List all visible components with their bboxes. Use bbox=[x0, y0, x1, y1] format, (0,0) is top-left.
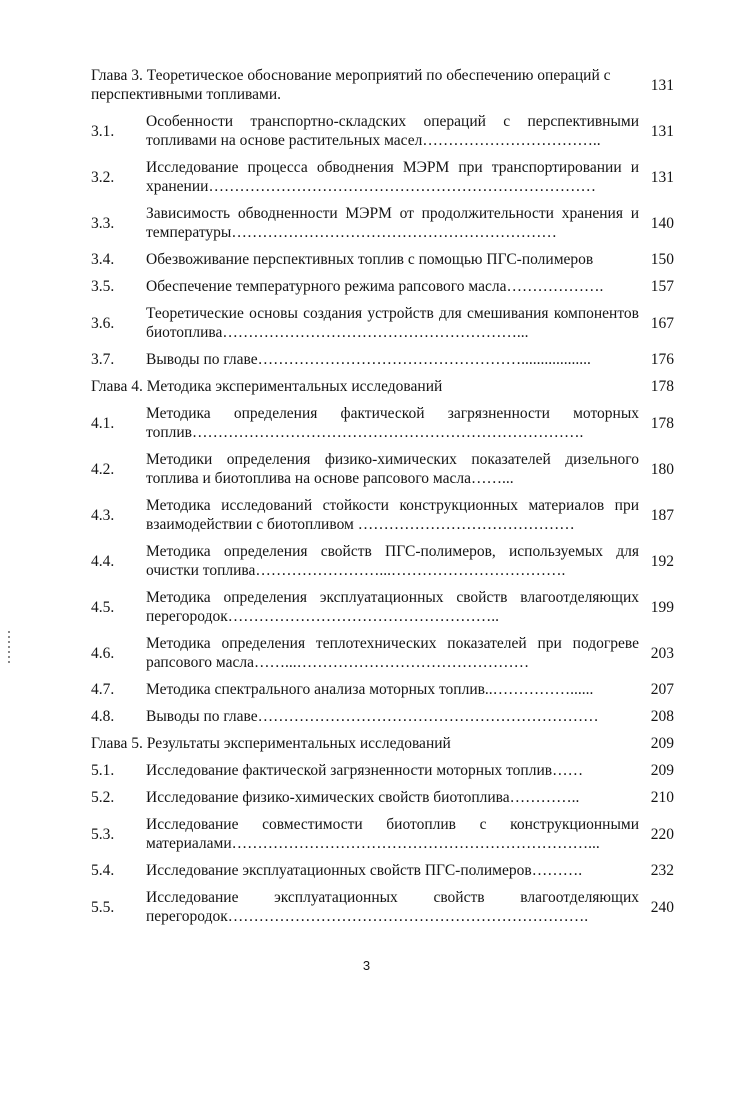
page-footer-number: 3 bbox=[362, 958, 371, 973]
toc-section-number: 3.7. bbox=[91, 351, 115, 368]
scan-margin-marks bbox=[6, 628, 12, 680]
toc-section-5-4[interactable] bbox=[91, 861, 674, 880]
toc-entry-text: Методика определения теплотехнических показателей при подогреве рапсового масла……...……………………………………… bbox=[146, 635, 639, 671]
toc-section-number: 4.2. bbox=[91, 460, 115, 478]
toc-section-4-3[interactable] bbox=[91, 496, 674, 534]
toc-section-number: 5.4. bbox=[91, 862, 115, 879]
toc-section-number: 3.3. bbox=[91, 214, 115, 232]
toc-entry-text: Теоретические основы создания устройств для смешивания компонентов биотоплива…………………………………………………... bbox=[146, 305, 639, 341]
toc-section-number: 4.5. bbox=[91, 598, 115, 616]
toc-chapter-4[interactable] bbox=[91, 377, 674, 396]
toc-entry-text: Исследование физико-химических свойств биотоплива………….. bbox=[146, 789, 580, 806]
toc-page-number: 207 bbox=[650, 681, 674, 698]
toc-entry-text: Методика определения свойств ПГС-полимеров, используемых для очистки топлива……………………...……………………………. bbox=[146, 543, 639, 579]
toc-entry-text: Методики определения физико-химических показателей дизельного топлива и биотоплива на основе рапсового масла……... bbox=[146, 451, 639, 487]
toc-page-number: 209 bbox=[650, 735, 674, 752]
toc-page-number: 210 bbox=[650, 789, 674, 806]
toc-page-number: 131 bbox=[650, 76, 674, 94]
toc-entry-text: Выводы по главе…………………………………………….................. bbox=[146, 351, 591, 368]
toc-section-3-1[interactable] bbox=[91, 112, 674, 150]
toc-section-number: 3.4. bbox=[91, 251, 115, 268]
toc-page-number: 176 bbox=[650, 351, 674, 368]
toc-chapter-3[interactable] bbox=[91, 66, 674, 104]
toc-page-number: 178 bbox=[650, 378, 674, 395]
toc-section-number: 5.1. bbox=[91, 762, 115, 779]
toc-page-number: 131 bbox=[650, 122, 674, 140]
toc-page-number: 240 bbox=[650, 898, 674, 916]
toc-section-3-3[interactable] bbox=[91, 204, 674, 242]
toc-section-3-2[interactable] bbox=[91, 158, 674, 196]
toc-entry-text: Методика определения эксплуатационных свойств влагоотделяющих перегородок…………………………………………….. bbox=[146, 589, 639, 625]
toc-page-number: 220 bbox=[650, 825, 674, 843]
toc-section-number: 3.1. bbox=[91, 122, 115, 140]
toc-page-number: 209 bbox=[650, 762, 674, 779]
toc-entry-text: Исследование процесса обводнения МЭРМ при транспортировании и хранении………………………………………………………………… bbox=[146, 159, 639, 195]
toc-page-number: 140 bbox=[650, 214, 674, 232]
toc-section-5-2[interactable] bbox=[91, 788, 674, 807]
toc-section-number: 4.7. bbox=[91, 681, 115, 698]
toc-section-5-5[interactable] bbox=[91, 888, 674, 926]
toc-section-number: 4.6. bbox=[91, 644, 115, 662]
toc-page-number: 232 bbox=[650, 862, 674, 879]
toc-section-number: 5.2. bbox=[91, 789, 115, 806]
toc-section-4-5[interactable] bbox=[91, 588, 674, 626]
toc-section-number: 4.8. bbox=[91, 708, 115, 725]
toc-page-number: 208 bbox=[650, 708, 674, 725]
toc-entry-text: Исследование эксплуатационных свойств ПГС-полимеров………. bbox=[146, 862, 583, 879]
toc-entry-text: Исследование совместимости биотоплив с конструкционными материалами……………………………………………………………... bbox=[146, 816, 639, 852]
toc-entry-text: Методика определения фактической загрязненности моторных топлив…………………………………………………………………. bbox=[146, 405, 639, 441]
toc-section-4-2[interactable] bbox=[91, 450, 674, 488]
toc-section-number: 5.5. bbox=[91, 898, 115, 916]
toc-section-4-8[interactable] bbox=[91, 707, 674, 726]
toc-entry-text: Зависимость обводненности МЭРМ от продолжительности хранения и температуры……………………………………………………… bbox=[146, 205, 639, 241]
toc-page-number: 187 bbox=[650, 506, 674, 524]
toc-section-4-1[interactable] bbox=[91, 404, 674, 442]
toc-chapter-5[interactable] bbox=[91, 734, 674, 753]
table-of-contents bbox=[91, 66, 674, 934]
toc-page-number: 150 bbox=[650, 251, 674, 268]
toc-page-number: 199 bbox=[650, 598, 674, 616]
toc-section-3-5[interactable] bbox=[91, 277, 674, 296]
toc-entry-text: Методика спектрального анализа моторных топлив..……………...... bbox=[146, 681, 594, 698]
toc-entry-text: Особенности транспортно-складских операций с перспективными топливами на основе растительных масел…………………………….. bbox=[146, 113, 639, 149]
toc-page-number: 157 bbox=[650, 278, 674, 295]
toc-section-number: 5.3. bbox=[91, 825, 115, 843]
toc-entry-text: Исследование фактической загрязненности моторных топлив…… bbox=[146, 762, 584, 779]
toc-entry-text: Обезвоживание перспективных топлив с помощью ПГС-полимеров bbox=[146, 251, 594, 268]
toc-page-number: 131 bbox=[650, 168, 674, 186]
toc-entry-text: Глава 4. Методика экспериментальных исследований bbox=[91, 378, 443, 395]
toc-section-5-1[interactable] bbox=[91, 761, 674, 780]
toc-page-number: 192 bbox=[650, 552, 674, 570]
toc-entry-text: Выводы по главе………………………………………………………… bbox=[146, 708, 599, 725]
toc-section-number: 4.4. bbox=[91, 552, 115, 570]
toc-section-3-4[interactable] bbox=[91, 250, 674, 269]
toc-section-4-6[interactable] bbox=[91, 634, 674, 672]
toc-entry-text: Глава 5. Результаты экспериментальных исследований bbox=[91, 735, 451, 752]
toc-entry-text: Методика исследований стойкости конструкционных материалов при взаимодействии с биотопливом …………………………………… bbox=[146, 497, 639, 533]
toc-section-3-7[interactable] bbox=[91, 350, 674, 369]
toc-section-number: 4.1. bbox=[91, 414, 115, 432]
toc-entry-text: Исследование эксплуатационных свойств влагоотделяющих перегородок……………………………………………………………. bbox=[146, 889, 639, 925]
toc-section-5-3[interactable] bbox=[91, 815, 674, 853]
toc-entry-text: Обеспечение температурного режима рапсового масла………………. bbox=[146, 278, 604, 295]
toc-section-4-4[interactable] bbox=[91, 542, 674, 580]
toc-section-4-7[interactable] bbox=[91, 680, 674, 699]
toc-page-number: 203 bbox=[650, 644, 674, 662]
toc-page-number: 178 bbox=[650, 414, 674, 432]
toc-section-number: 3.2. bbox=[91, 168, 115, 186]
toc-section-number: 3.5. bbox=[91, 278, 115, 295]
toc-section-number: 3.6. bbox=[91, 314, 115, 332]
toc-section-3-6[interactable] bbox=[91, 304, 674, 342]
toc-section-number: 4.3. bbox=[91, 506, 115, 524]
toc-page-number: 180 bbox=[650, 460, 674, 478]
toc-page-number: 167 bbox=[650, 314, 674, 332]
toc-entry-text: Глава 3. Теоретическое обоснование мероприятий по обеспечению операций с перспективными топливами. bbox=[91, 67, 611, 103]
